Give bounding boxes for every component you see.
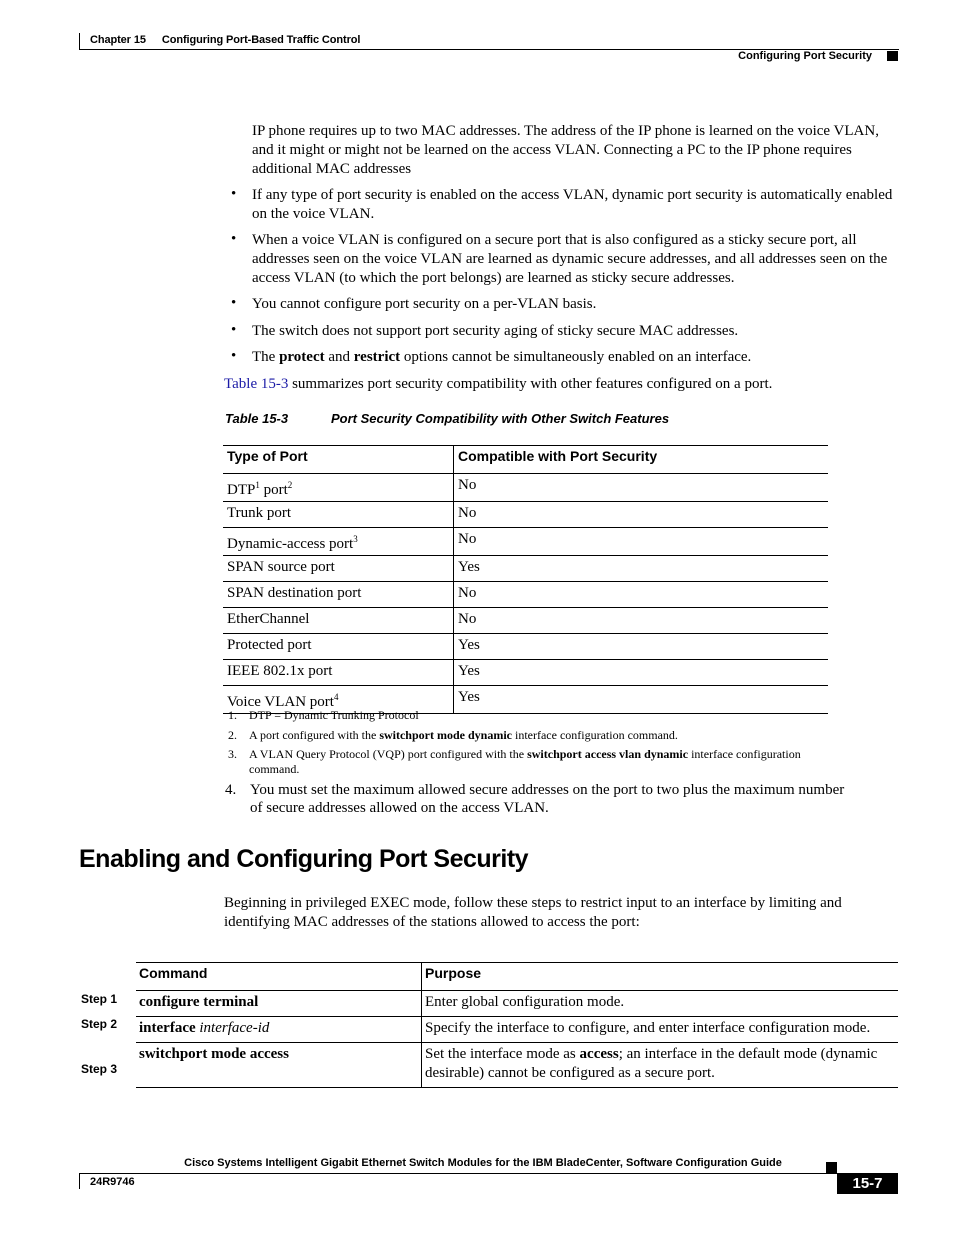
table-row [223,660,828,686]
bullet-item: The switch does not support port security aging of sticky secure MAC addresses. [252,323,739,339]
table-footnote [228,708,808,723]
steps-table [136,962,898,1088]
command-keyword: switchport mode access [139,1046,289,1062]
table-caption [225,411,669,426]
command-cell [136,1017,422,1043]
table-15-3-link[interactable]: Table 15-3 [224,376,289,392]
command-argument: interface-id [195,1020,270,1036]
header-rule-vertical [79,33,80,50]
command-keyword: configure terminal [139,994,259,1010]
footnote-ref: 3 [353,534,358,544]
compatible-cell: No [454,582,829,608]
purpose-cell: Enter global configuration mode. [422,991,899,1017]
port-type: port [259,482,288,498]
keyword-restrict: restrict [353,349,401,365]
compatible-cell: No [454,608,829,634]
step-label: Step 2 [81,1017,118,1031]
bullet-marker: • [231,295,237,311]
port-type: Voice VLAN port [227,694,334,710]
port-type: Dynamic-access port [227,536,354,552]
compatible-cell: No [454,528,829,556]
bullet-item [252,348,897,367]
bullet-marker: • [231,348,237,364]
table-row [223,634,828,660]
bullet-marker: • [231,231,237,247]
summary-text: summarizes port security compatibility with other features configured on a port. [288,376,773,392]
command-cell [136,1043,422,1088]
footer-book-title: Cisco Systems Intelligent Gigabit Ethernet Switch Modules for the IBM BladeCenter, Software Configuration Guide [184,1157,782,1169]
footnote-text-part: A port configured with the [249,728,380,742]
bullet-item: If any type of port security is enabled on the access VLAN, dynamic port security is automatically enabled on the voice VLAN. [252,187,893,222]
port-type-cell: SPAN source port [223,556,454,582]
footer-doc-number: 24R9746 [90,1176,135,1188]
summary-paragraph [224,375,899,394]
footer-rule [79,1173,837,1174]
page-number: 15-7 [837,1173,898,1194]
step-row [136,1017,898,1043]
chapter-title: Configuring Port-Based Traffic Control [161,34,361,46]
footnote-text [249,747,809,777]
compatible-cell: Yes [454,686,829,714]
section-intro: Beginning in privileged EXEC mode, follow these steps to restrict input to an interface by limiting and identifying MAC addresses of the stations allowed to access the port: [224,895,842,930]
port-type-cell: Protected port [223,634,454,660]
bullet-item: When a voice VLAN is configured on a secure port that is also configured as a sticky secure port, all addresses seen on the voice VLAN are learned as dynamic secure addresses, and all addresses seen on the access VLAN (to which the port belongs) are learned as sticky secure addresses. [252,232,888,286]
purpose-text: ; an interface in the default mode (dynamic desirable) cannot be configured as a secure port. [425,1046,878,1081]
table-row [223,556,828,582]
running-header-chapter [90,34,360,46]
compatible-cell: Yes [454,660,829,686]
compatible-cell: No [454,502,829,528]
bullet-item: You cannot configure port security on a per-VLAN basis. [252,296,597,312]
footer-marker [826,1162,837,1173]
step-row [136,1043,898,1088]
port-type-cell: IEEE 802.1x port [223,660,454,686]
port-type: DTP [227,482,256,498]
footnote-text-part: A VLAN Query Protocol (VQP) port configured with the [249,747,528,761]
compatible-cell: No [454,474,829,502]
footnote-ref: 1 [255,480,260,490]
chapter-number: Chapter 15 [90,34,146,46]
header-marker [887,51,898,61]
table-row [223,582,828,608]
bullet-text: and [324,349,354,365]
keyword-protect: protect [279,349,325,365]
purpose-cell: Specify the interface to configure, and enter interface configuration mode. [422,1017,899,1043]
step-row [136,991,898,1017]
compatible-cell: Yes [454,634,829,660]
purpose-cell [422,1043,899,1088]
table-header-row [223,446,828,474]
port-type-cell: Trunk port [223,502,454,528]
command-cell [136,991,422,1017]
table-footnote-4 [225,781,865,817]
continuation-paragraph: IP phone requires up to two MAC addresses. The address of the IP phone is learned on the voice VLAN, and it might or might not be learned on the access VLAN. Connecting a PC to the IP phone requires additional MAC addresses [252,123,879,177]
footer-rule-vertical [79,1173,80,1189]
bullet-marker: • [231,322,237,338]
step-label: Step 1 [81,992,118,1006]
port-type-cell: EtherChannel [223,608,454,634]
footnote-number: 1. [228,708,237,722]
table-row [223,502,828,528]
footnote-text-part: interface configuration command. [511,728,678,742]
port-type-cell: SPAN destination port [223,582,454,608]
footnote-ref: 2 [287,480,293,490]
compatible-cell: Yes [454,556,829,582]
footnote-text-part: interface configuration command. [249,747,801,776]
table-header-row [136,963,898,991]
section-heading: Enabling and Configuring Port Security [79,845,529,873]
footnote-ref: 4 [333,692,339,702]
footnote-command: switchport mode dynamic [379,728,512,742]
bullet-text: options cannot be simultaneously enabled on an interface. [400,349,752,365]
bullet-marker: • [231,186,237,202]
column-header-command: Command [136,963,422,991]
footnote-number: 4. [225,782,237,798]
column-header-compatible: Compatible with Port Security [454,446,829,474]
footnote-number: 2. [228,728,237,742]
table-row [223,474,828,502]
purpose-keyword: access [579,1046,619,1062]
table-row [223,608,828,634]
footnote-command: switchport access vlan dynamic [527,747,689,761]
table-footnote [228,728,808,743]
port-type-cell [223,474,454,502]
port-security-compatibility-table [223,445,828,714]
running-header-section: Configuring Port Security [738,50,872,62]
table-footnote [228,747,808,777]
footnote-number: 3. [228,747,237,761]
footnote-text [249,728,809,743]
column-header-type-of-port: Type of Port [223,446,454,474]
table-caption-number: Table 15-3 [225,411,289,426]
table-caption-title: Port Security Compatibility with Other Switch Features [331,411,670,426]
purpose-text: Set the interface mode as [425,1046,580,1062]
column-header-purpose: Purpose [422,963,899,991]
bullet-text: The [252,349,280,365]
command-keyword: interface [139,1020,196,1036]
footnote-text: You must set the maximum allowed secure addresses on the port to two plus the maximum number of secure addresses allowed on the access VLAN. [250,782,845,816]
step-label: Step 3 [81,1062,118,1076]
footnote-text: DTP = Dynamic Trunking Protocol [249,708,419,722]
port-type-cell [223,528,454,556]
table-row [223,528,828,556]
